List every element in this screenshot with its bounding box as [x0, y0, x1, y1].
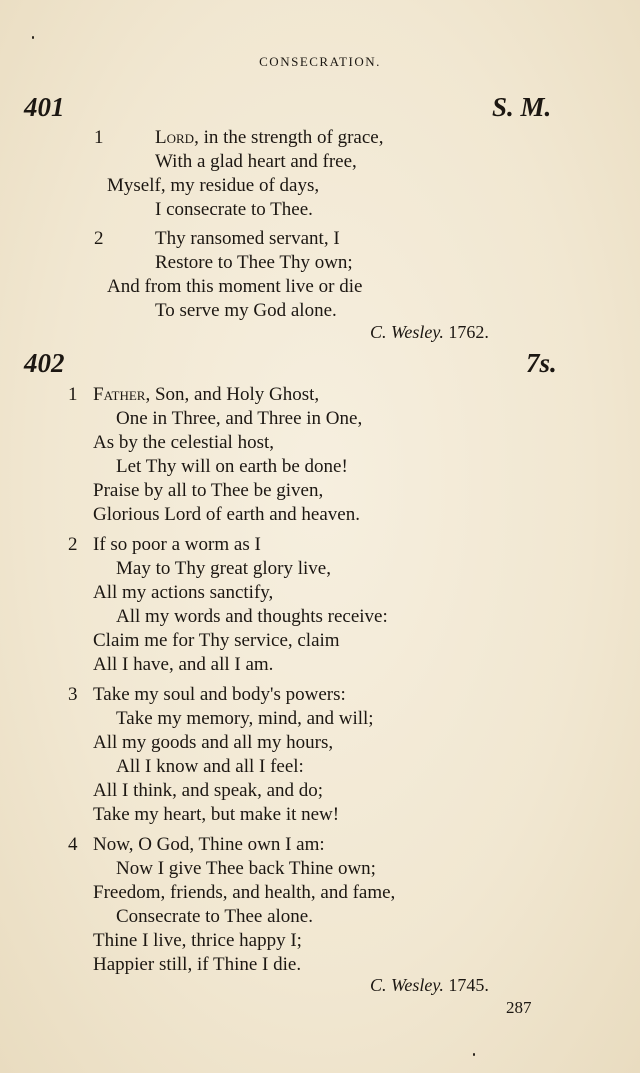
author-name: C. Wesley.	[370, 322, 444, 342]
hymn-line: Claim me for Thy service, claim	[93, 630, 340, 651]
attribution	[370, 322, 489, 343]
hymn-number: 402	[24, 348, 65, 378]
attribution-year: 1762.	[448, 322, 489, 342]
hymn-line: To serve my God alone.	[155, 300, 337, 321]
hymn-line: Restore to Thee Thy own;	[155, 252, 353, 273]
hymn-line: Thine I live, thrice happy I;	[93, 930, 302, 951]
hymn-number: 401	[24, 92, 65, 122]
hymn-line: One in Three, and Three in One,	[116, 408, 363, 429]
hymn-line: Consecrate to Thee alone.	[116, 906, 313, 927]
hymn-line: Thy ransomed servant, I	[155, 228, 340, 249]
hymn-line: Praise by all to Thee be given,	[93, 480, 324, 501]
hymn-line: All I know and all I feel:	[116, 756, 304, 777]
print-speck	[473, 1053, 475, 1056]
hymn-line: With a glad heart and free,	[155, 151, 357, 172]
hymn-line: Myself, my residue of days,	[107, 175, 320, 196]
hymn-meter: 7s.	[526, 348, 557, 378]
stanza-number: 2	[94, 228, 104, 249]
hymn-line: Take my memory, mind, and will;	[116, 708, 374, 729]
hymn-line: Now I give Thee back Thine own;	[116, 858, 376, 879]
hymn-line	[93, 384, 319, 406]
hymn-line: All I have, and all I am.	[93, 654, 274, 675]
hymn-line: Take my soul and body's powers:	[93, 684, 346, 705]
hymn-line: All my words and thoughts receive:	[116, 606, 388, 627]
hymn-line: And from this moment live or die	[107, 276, 363, 297]
hymn-line	[155, 127, 383, 149]
print-speck	[32, 36, 34, 39]
hymn-line: If so poor a worm as I	[93, 534, 261, 555]
line-rest: , in the strength of grace,	[194, 127, 384, 148]
hymn-line: Let Thy will on earth be done!	[116, 456, 348, 477]
stanza-number: 1	[68, 384, 78, 405]
stanza-number: 1	[94, 127, 104, 148]
hymn-line: Now, O God, Thine own I am:	[93, 834, 325, 855]
page-number: 287	[506, 998, 532, 1017]
stanza-number: 3	[68, 684, 78, 705]
stanza-number: 2	[68, 534, 78, 555]
hymn-line: Freedom, friends, and health, and fame,	[93, 882, 396, 903]
attribution-year: 1745.	[448, 975, 489, 995]
author-name: C. Wesley.	[370, 975, 444, 995]
hymn-line: All I think, and speak, and do;	[93, 780, 324, 801]
hymn-line: Take my heart, but make it new!	[93, 804, 340, 825]
hymn-line: Glorious Lord of earth and heaven.	[93, 504, 360, 525]
stanza-number: 4	[68, 834, 78, 855]
line-initial-word: Lord	[155, 127, 195, 148]
attribution	[370, 975, 489, 996]
hymn-line: As by the celestial host,	[93, 432, 274, 453]
hymn-line: I consecrate to Thee.	[155, 199, 313, 220]
page-header: CONSECRATION.	[259, 54, 381, 69]
hymn-meter: S. M.	[492, 92, 552, 122]
line-initial-word: Father	[93, 384, 146, 405]
hymn-line: May to Thy great glory live,	[116, 558, 331, 579]
hymn-line: All my goods and all my hours,	[93, 732, 334, 753]
hymn-line: Happier still, if Thine I die.	[93, 954, 302, 975]
hymn-line: All my actions sanctify,	[93, 582, 274, 603]
line-rest: , Son, and Holy Ghost,	[145, 384, 320, 405]
